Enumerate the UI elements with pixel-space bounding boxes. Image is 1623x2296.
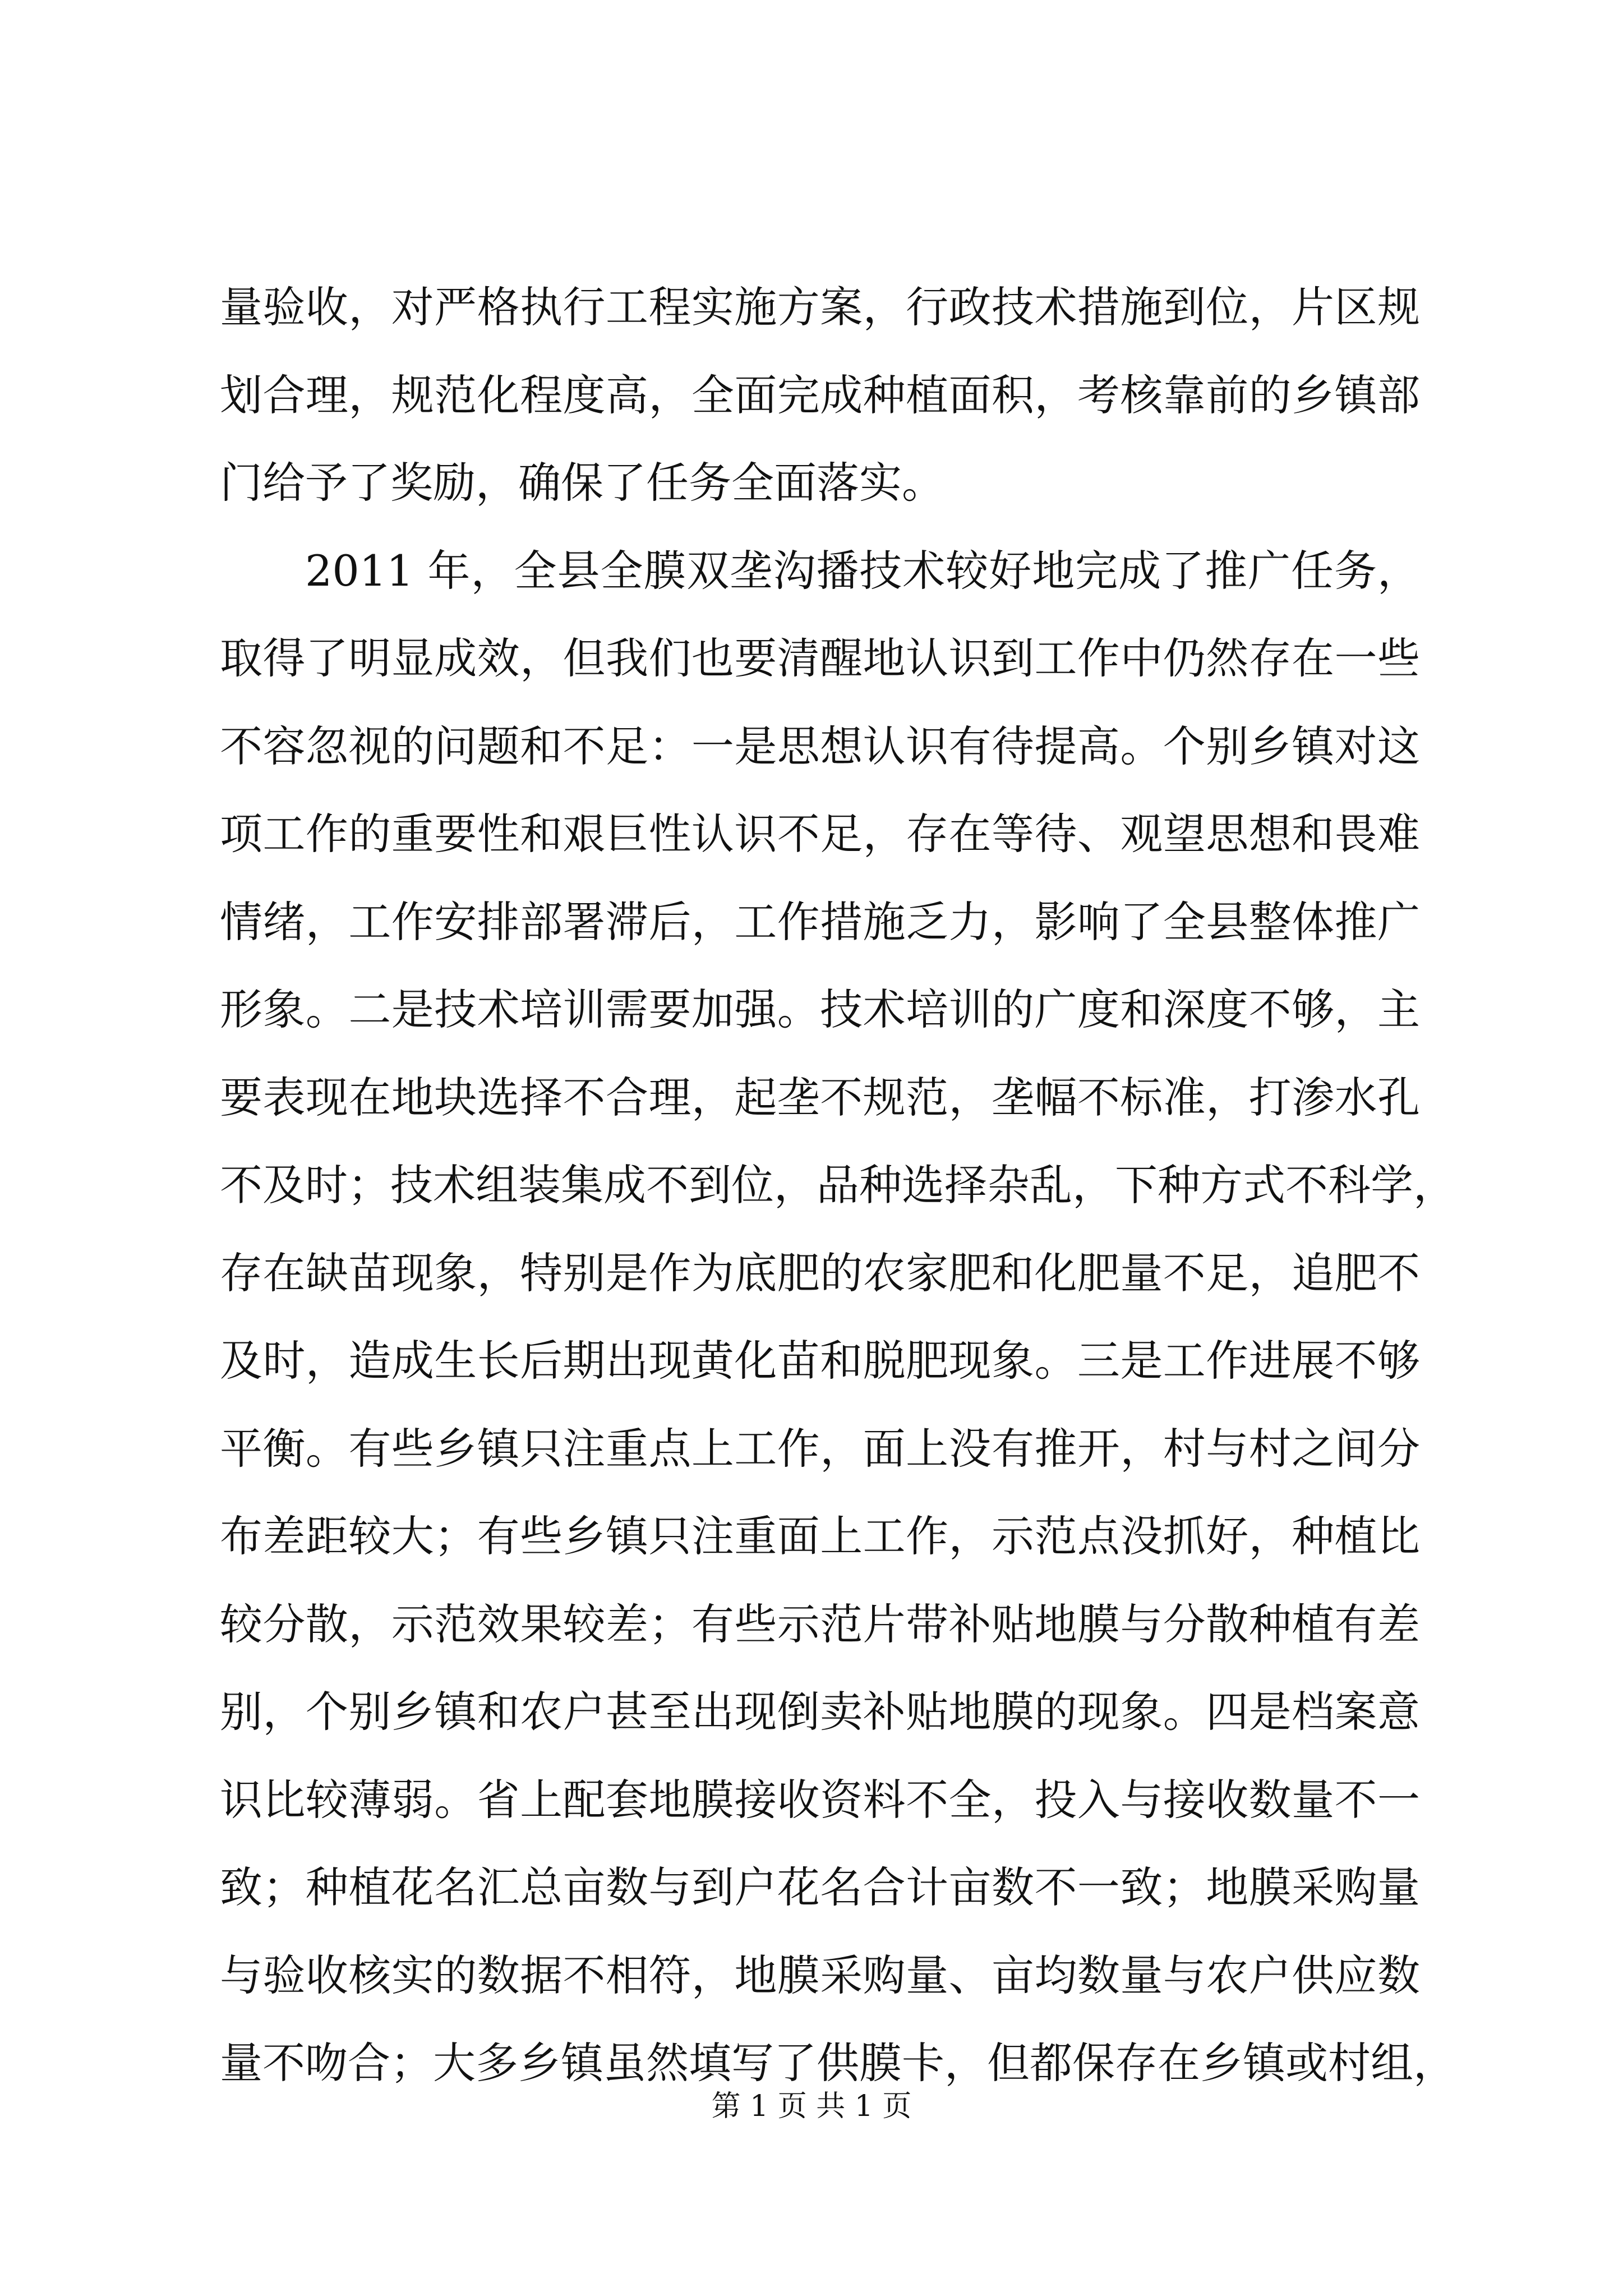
text-line: 与验收核实的数据不相符，地膜采购量、亩均数量与农户供应数 [220, 1950, 1420, 2000]
text-line: 平衡。有些乡镇只注重点上工作，面上没有推开，村与村之间分 [220, 1423, 1420, 1474]
paragraph-2 [220, 527, 1456, 2108]
text-line: 门给予了奖励，确保了任务全面落实。 [220, 458, 944, 508]
text-line: 不容忽视的问题和不足：一是思想认识有待提高。个别乡镇对这 [220, 721, 1420, 771]
text-line: 量不吻合；大多乡镇虽然填写了供膜卡，但都保存在乡镇或村组， [220, 2038, 1456, 2088]
page-footer [0, 2087, 1623, 2126]
text-line: 致；种植花名汇总亩数与到户花名合计亩数不一致；地膜采购量 [220, 1862, 1420, 1912]
text-line: 识比较薄弱。省上配套地膜接收资料不全，投入与接收数量不一 [220, 1774, 1420, 1825]
text-line: 2011 年，全县全膜双垄沟播技术较好地完成了推广任务， [305, 545, 1420, 596]
text-line: 划合理，规范化程度高，全面完成种植面积，考核靠前的乡镇部 [220, 370, 1420, 420]
paragraph-1 [220, 264, 1420, 527]
document-body [220, 264, 1456, 2108]
text-line: 存在缺苗现象，特别是作为底肥的农家肥和化肥量不足，追肥不 [220, 1248, 1420, 1298]
text-line: 量验收，对严格执行工程实施方案，行政技术措施到位，片区规 [220, 282, 1420, 332]
text-line: 要表现在地块选择不合理，起垄不规范，垄幅不标准，打渗水孔 [220, 1072, 1420, 1122]
text-line: 及时，造成生长后期出现黄化苗和脱肥现象。三是工作进展不够 [220, 1336, 1420, 1386]
text-line: 情绪，工作安排部署滞后，工作措施乏力，影响了全县整体推广 [220, 896, 1420, 947]
text-line: 项工作的重要性和艰巨性认识不足，存在等待、观望思想和畏难 [220, 809, 1420, 859]
page-number-label: 第 1 页 共 1 页 [711, 2090, 912, 2123]
text-line: 较分散，示范效果较差；有些示范片带补贴地膜与分散种植有差 [220, 1599, 1420, 1649]
text-line: 别，个别乡镇和农户甚至出现倒卖补贴地膜的现象。四是档案意 [220, 1687, 1420, 1737]
text-line: 取得了明显成效，但我们也要清醒地认识到工作中仍然存在一些 [220, 633, 1420, 683]
text-line: 形象。二是技术培训需要加强。技术培训的广度和深度不够，主 [220, 984, 1420, 1034]
text-line: 布差距较大；有些乡镇只注重面上工作，示范点没抓好，种植比 [220, 1511, 1420, 1561]
text-line: 不及时；技术组装集成不到位，品种选择杂乱，下种方式不科学， [220, 1160, 1456, 1210]
